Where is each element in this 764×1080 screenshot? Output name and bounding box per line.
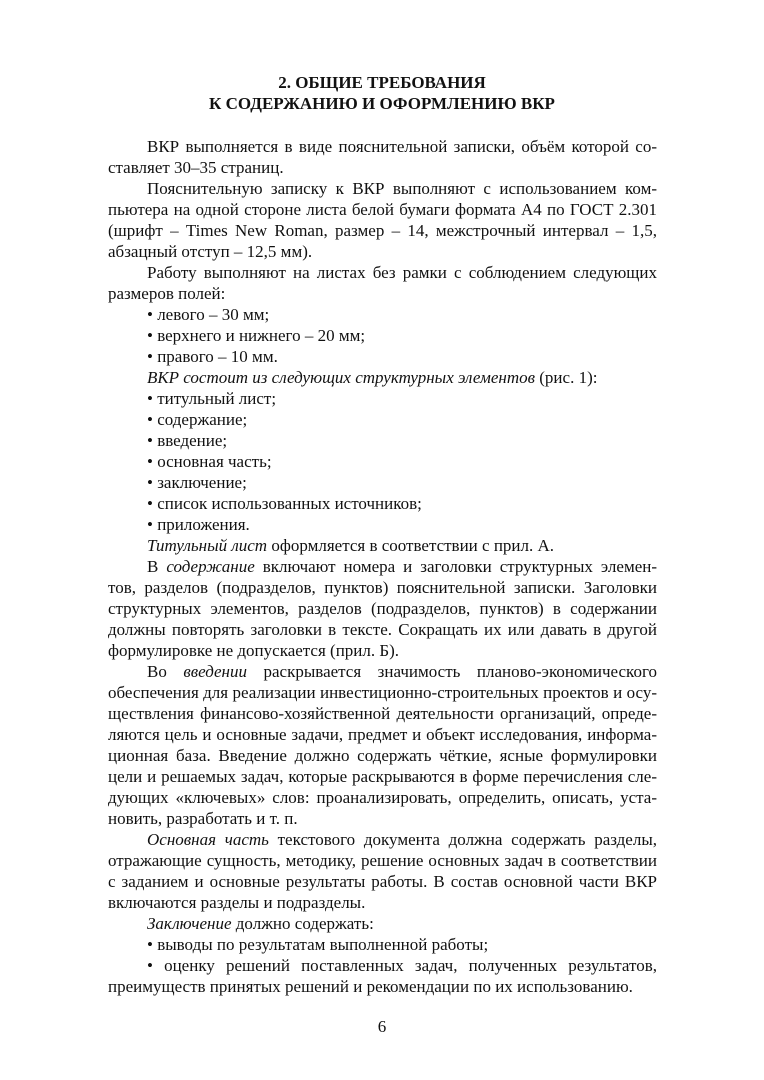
text-line <box>108 598 657 619</box>
text-line <box>108 430 657 451</box>
text-line <box>108 220 657 241</box>
text-segment: • содержание; <box>147 410 248 429</box>
text-segment: структурных элементов, разделов (подразделов, пунктов) в содержании <box>108 599 657 618</box>
text-segment: дующих «ключевых» слов: проанализировать, определить, описать, уста- <box>108 788 657 807</box>
text-segment: ляются цель и основные задачи, предмет и объект исследования, информа- <box>108 725 657 744</box>
text-line <box>108 619 657 640</box>
text-line <box>108 871 657 892</box>
text-line <box>108 283 657 304</box>
text-line <box>108 388 657 409</box>
text-segment: • титульный лист; <box>147 389 277 408</box>
text-line <box>108 892 657 913</box>
text-line <box>108 241 657 262</box>
text-line <box>108 556 657 577</box>
text-line <box>108 724 657 745</box>
text-line <box>108 745 657 766</box>
text-line <box>108 913 657 934</box>
text-segment: Работу выполняют на листах без рамки с соблюдением следующих <box>147 263 657 282</box>
text-segment: ставляет 30–35 страниц. <box>108 158 284 177</box>
text-line <box>108 514 657 535</box>
text-segment: • заключение; <box>147 473 247 492</box>
text-line <box>108 787 657 808</box>
text-segment: • список использованных источников; <box>147 494 422 513</box>
section-heading-line-2: К СОДЕРЖАНИЮ И ОФОРМЛЕНИЮ ВКР <box>209 94 555 113</box>
text-segment: (шрифт – Times New Roman, размер – 14, межстрочный интервал – 1,5, <box>108 221 657 240</box>
text-segment: текстового документа должна содержать разделы, <box>268 830 657 849</box>
text-segment: обеспечения для реализации инвестиционно-строительных проектов и осу- <box>108 683 657 702</box>
text-segment: оформляется в соответствии с прил. А. <box>267 536 555 555</box>
text-line <box>108 766 657 787</box>
text-segment: Во <box>147 662 184 681</box>
text-segment: преимуществ принятых решений и рекомендации по их использованию. <box>108 977 633 996</box>
text-line <box>108 451 657 472</box>
text-line <box>108 325 657 346</box>
emphasized-text: содержание <box>166 557 255 576</box>
emphasized-text: Титульный лист <box>147 536 268 555</box>
text-line <box>108 409 657 430</box>
text-line <box>108 535 657 556</box>
text-segment: Пояснительную записку к ВКР выполняют с использованием ком- <box>147 179 657 198</box>
text-line <box>108 304 657 325</box>
text-segment: ВКР выполняется в виде пояснительной записки, объём которой со- <box>147 137 657 156</box>
text-line <box>108 703 657 724</box>
text-segment: пьютера на одной стороне листа белой бумаги формата А4 по ГОСТ 2.301 <box>108 200 657 219</box>
text-line <box>108 199 657 220</box>
text-line <box>108 346 657 367</box>
text-line <box>108 262 657 283</box>
document-body <box>108 136 657 997</box>
text-line <box>108 472 657 493</box>
text-segment: раскрывается значимость планово-экономического <box>247 662 657 681</box>
text-line <box>108 367 657 388</box>
emphasized-text: Заключение <box>147 914 232 933</box>
emphasized-text: Основная часть <box>147 830 269 849</box>
text-line <box>108 682 657 703</box>
text-line <box>108 976 657 997</box>
text-line <box>108 808 657 829</box>
text-segment: • приложения. <box>147 515 250 534</box>
text-line <box>108 640 657 661</box>
text-segment: • левого – 30 мм; <box>147 305 270 324</box>
text-segment: • верхнего и нижнего – 20 мм; <box>147 326 366 345</box>
text-segment: абзацный отступ – 12,5 мм). <box>108 242 313 261</box>
text-segment: В <box>147 557 167 576</box>
section-heading-line-1: 2. ОБЩИЕ ТРЕБОВАНИЯ <box>278 73 486 92</box>
text-segment: • введение; <box>147 431 228 450</box>
text-line <box>108 934 657 955</box>
text-line <box>108 661 657 682</box>
text-line <box>108 829 657 850</box>
text-segment: включаются разделы и подразделы. <box>108 893 366 912</box>
text-line <box>108 955 657 976</box>
text-segment: с заданием и основные результаты работы. В состав основной части ВКР <box>108 872 657 891</box>
text-line <box>108 493 657 514</box>
text-segment: размеров полей: <box>108 284 226 303</box>
text-line <box>108 136 657 157</box>
text-segment: формулировке не допускается (прил. Б). <box>108 641 400 660</box>
text-segment: должно содержать: <box>231 914 374 933</box>
emphasized-text: ВКР состоит из следующих структурных элементов <box>147 368 536 387</box>
text-line <box>108 577 657 598</box>
text-line <box>108 178 657 199</box>
text-line <box>108 157 657 178</box>
text-segment: цели и решаемых задач, которые раскрываются в форме перечисления сле- <box>108 767 657 786</box>
emphasized-text: введении <box>183 662 247 681</box>
text-segment: (рис. 1): <box>535 368 598 387</box>
text-segment: • выводы по результатам выполненной работы; <box>147 935 489 954</box>
text-segment: включают номера и заголовки структурных элемен- <box>254 557 657 576</box>
text-segment: • правого – 10 мм. <box>147 347 278 366</box>
text-segment: тов, разделов (подразделов, пунктов) пояснительной записки. Заголовки <box>108 578 657 597</box>
text-segment: новить, разработать и т. п. <box>108 809 298 828</box>
text-segment: должны повторять заголовки в тексте. Сокращать их или давать в другой <box>108 620 657 639</box>
text-segment: ционная база. Введение должно содержать чёткие, ясные формулировки <box>108 746 657 765</box>
text-segment: отражающие сущность, методику, решение основных задач в соответствии <box>108 851 657 870</box>
text-segment: ществления финансово-хозяйственной деятельности организаций, опреде- <box>108 704 657 723</box>
text-line <box>108 850 657 871</box>
text-segment: • основная часть; <box>147 452 272 471</box>
text-segment: • оценку решений поставленных задач, полученных результатов, <box>147 956 657 975</box>
section-heading <box>0 72 764 114</box>
page-number: 6 <box>377 1017 387 1036</box>
